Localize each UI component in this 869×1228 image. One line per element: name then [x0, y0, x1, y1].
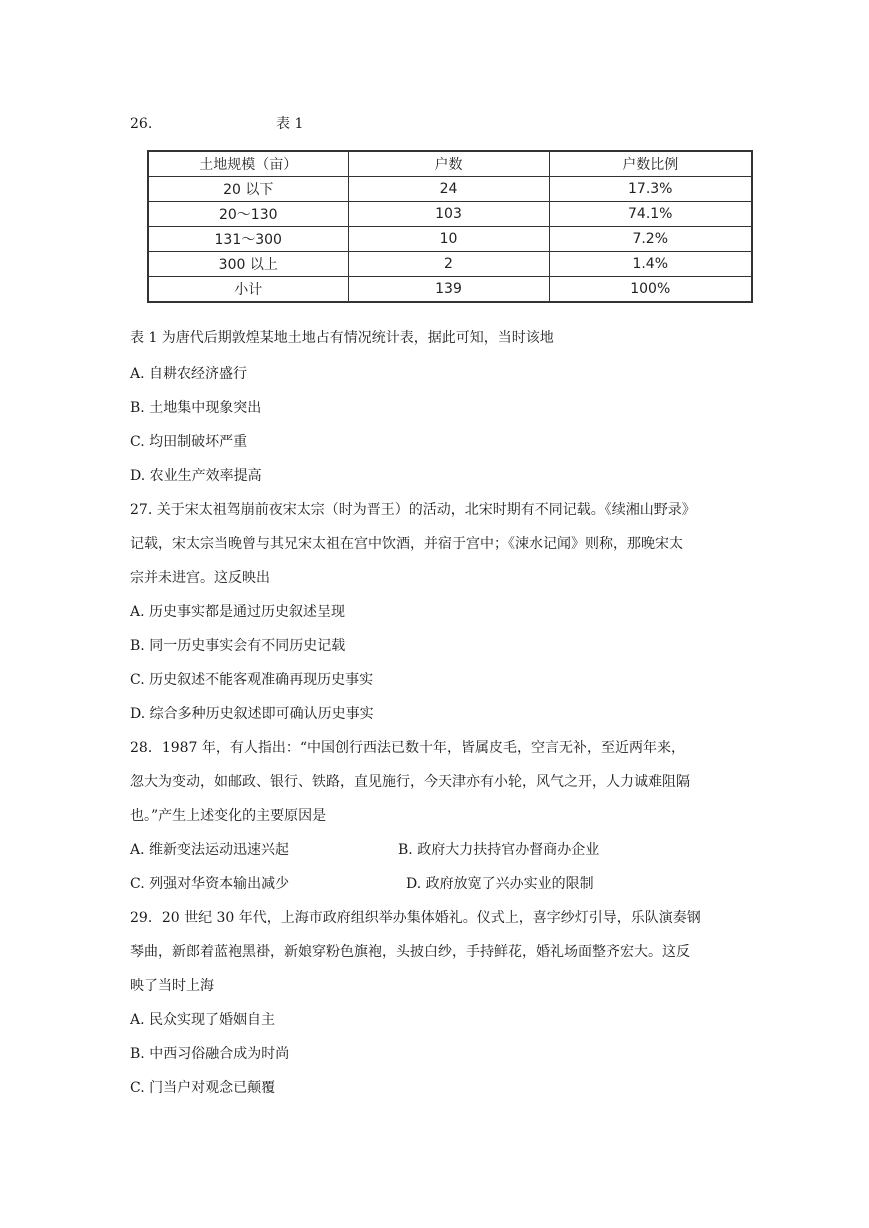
question-27-option-b: B. 同一历史事实会有不同历史记载: [130, 638, 346, 654]
table-row: [148, 277, 752, 303]
question-28-option-a: A. 维新变法运动迅速兴起: [130, 842, 290, 858]
question-29-option-b: B. 中西习俗融合成为时尚: [130, 1046, 290, 1062]
question-29-stem-line: 映了当时上海: [130, 978, 214, 994]
question-29-stem-line: 29．20 世纪 30 年代，上海市政府组织举办集体婚礼。仪式上，喜字纱灯引导，乐队演奏钢: [130, 910, 701, 926]
table-cell: 131～300: [148, 227, 348, 252]
question-26-option-c: C. 均田制破坏严重: [130, 434, 248, 450]
table-header-cell: 土地规模（亩）: [148, 151, 348, 177]
table-cell: 74.1%: [549, 202, 752, 227]
table-row: [148, 177, 752, 202]
question-28-option-b: B. 政府大力扶持官办督商办企业: [398, 842, 600, 858]
question-29-option-a: A. 民众实现了婚姻自主: [130, 1012, 276, 1028]
table-cell: 1.4%: [549, 252, 752, 277]
question-28-stem-line: 忽大为变动，如邮政、银行、铁路，直见施行，今天津亦有小轮，风气之开，人力诚难阻隔: [130, 774, 690, 790]
table-cell: 20～130: [148, 202, 348, 227]
table-cell: 20 以下: [148, 177, 348, 202]
question-27-stem-line: 记载，宋太宗当晚曾与其兄宋太祖在宫中饮酒，并宿于宫中；《涑水记闻》则称，那晚宋太: [130, 536, 683, 552]
table-cell: 103: [348, 202, 549, 227]
question-26-stem: 表 1 为唐代后期敦煌某地土地占有情况统计表，据此可知，当时该地: [130, 330, 554, 346]
table-cell: 小计: [148, 277, 348, 303]
question-27-option-a: A. 历史事实都是通过历史叙述呈现: [130, 604, 346, 620]
question-26-option-b: B. 土地集中现象突出: [130, 400, 262, 416]
table-row: [148, 252, 752, 277]
question-27-option-d: D. 综合多种历史叙述即可确认历史事实: [130, 706, 374, 722]
table-cell: 100%: [549, 277, 752, 303]
question-28-stem-line: 28．1987 年，有人指出：“中国创行西法已数十年，皆属皮毛，空言无补，至近两年来，: [130, 740, 686, 756]
table-header-cell: 户数: [348, 151, 549, 177]
table-cell: 7.2%: [549, 227, 752, 252]
question-26-option-d: D. 农业生产效率提高: [130, 468, 262, 484]
question-26-number: 26.: [130, 116, 153, 132]
table-cell: 2: [348, 252, 549, 277]
table-cell: 10: [348, 227, 549, 252]
question-28-option-c: C. 列强对华资本输出减少: [130, 876, 290, 892]
table-cell: 300 以上: [148, 252, 348, 277]
question-26-option-a: A. 自耕农经济盛行: [130, 366, 248, 382]
question-29-stem-line: 琴曲，新郎着蓝袍黑褂，新娘穿粉色旗袍，头披白纱，手持鲜花，婚礼场面整齐宏大。这反: [130, 944, 690, 960]
table-row: [148, 202, 752, 227]
question-28-stem-line: 也。”产生上述变化的主要原因是: [130, 808, 327, 824]
table-header-row: [148, 151, 752, 177]
land-ownership-table: [147, 150, 753, 303]
question-29-option-c: C. 门当户对观念已颠覆: [130, 1080, 276, 1096]
table-cell: 17.3%: [549, 177, 752, 202]
table-cell: 24: [348, 177, 549, 202]
question-27-stem-line: 宗并未进宫。这反映出: [130, 570, 270, 586]
question-28-option-d: D. 政府放宽了兴办实业的限制: [406, 876, 594, 892]
table-header-cell: 户数比例: [549, 151, 752, 177]
question-27-option-c: C. 历史叙述不能客观准确再现历史事实: [130, 672, 374, 688]
question-27-stem-line: 27. 关于宋太祖驾崩前夜宋太宗（时为晋王）的活动，北宋时期有不同记载。《续湘山野录》: [130, 502, 696, 518]
table-row: [148, 227, 752, 252]
table-cell: 139: [348, 277, 549, 303]
table-caption: 表 1: [276, 116, 304, 132]
